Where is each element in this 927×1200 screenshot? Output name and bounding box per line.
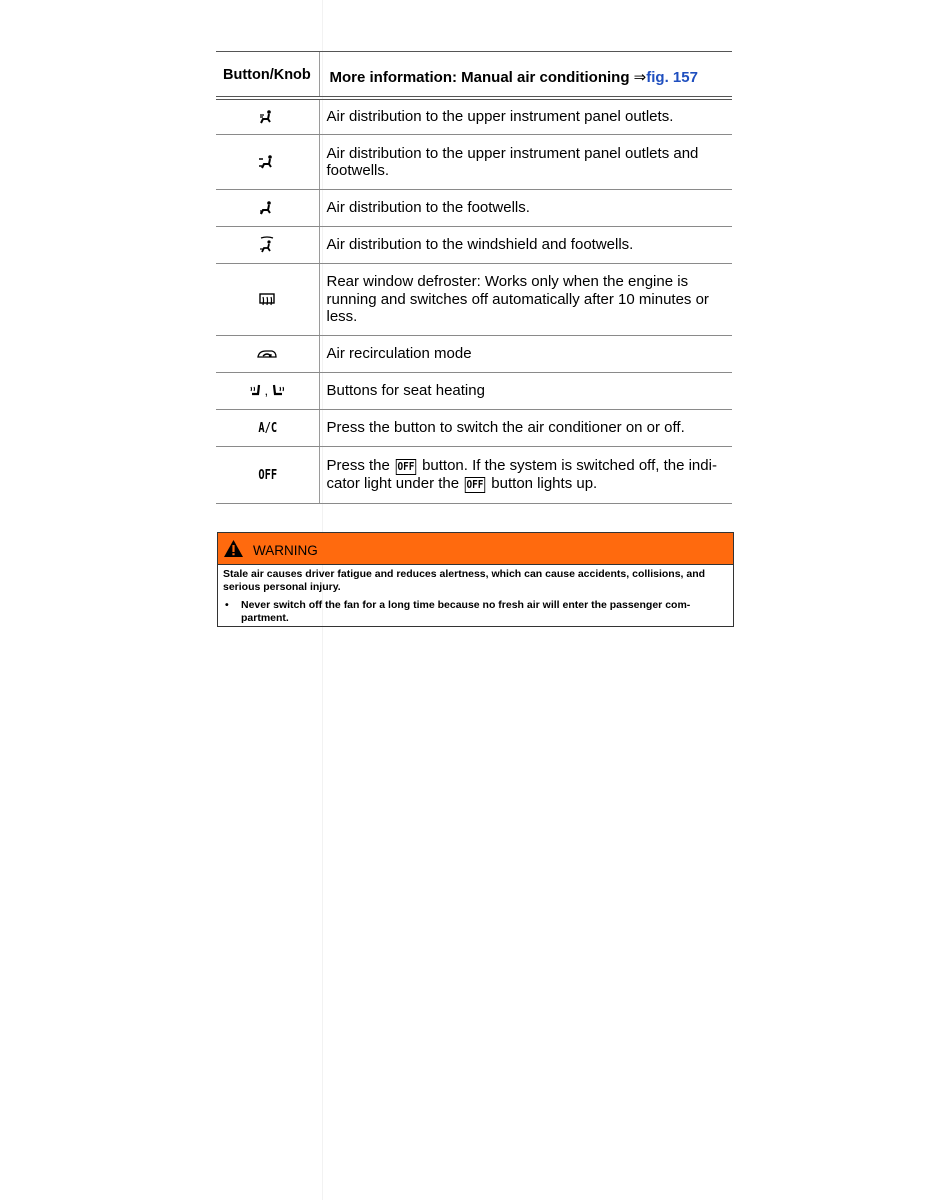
table-row bbox=[216, 447, 732, 504]
rear-window-defroster-icon bbox=[258, 292, 276, 308]
row-description: Press the OFF button. If the system is switched off, the indi-cator light under the OFF button lights up. bbox=[319, 447, 732, 504]
off-button-inline-icon: OFF bbox=[466, 478, 484, 491]
bullet-glyph: • bbox=[225, 599, 229, 611]
header-label: More information: Manual air conditioning bbox=[329, 68, 634, 86]
warning-header bbox=[218, 533, 733, 565]
warning-body bbox=[218, 565, 733, 625]
controls-table bbox=[216, 51, 732, 504]
warning-text: Stale air causes driver fatigue and reduces alertness, which can cause accidents, collisions, and serious personal injury. bbox=[223, 568, 706, 593]
row-description: Air recirculation mode bbox=[319, 336, 732, 373]
table-row bbox=[216, 336, 732, 373]
air-distribution-upper-footwell-icon bbox=[258, 153, 276, 171]
warning-title: WARNING bbox=[253, 543, 318, 558]
air-distribution-footwell-icon bbox=[258, 199, 276, 217]
row-description: Buttons for seat heating bbox=[319, 373, 732, 410]
seat-heating-right-icon bbox=[271, 383, 285, 399]
row-description: Air distribution to the footwells. bbox=[319, 190, 732, 227]
air-distribution-upper-icon bbox=[258, 108, 276, 126]
seat-heating-left-icon bbox=[249, 383, 263, 399]
row-description: Air distribution to the upper instrument panel outlets and footwells. bbox=[319, 135, 732, 190]
table-row bbox=[216, 135, 732, 190]
air-recirculation-icon bbox=[256, 347, 278, 361]
ac-button-icon: A/C bbox=[257, 420, 277, 436]
table-header-row bbox=[216, 52, 732, 98]
off-button-inline-icon: OFF bbox=[397, 460, 415, 473]
warning-bullet-item bbox=[223, 599, 727, 625]
table-row bbox=[216, 227, 732, 264]
warning-box bbox=[217, 532, 734, 627]
arrow-glyph: ⇒ bbox=[633, 68, 647, 86]
column-header-more-info bbox=[319, 52, 732, 98]
warning-triangle-icon bbox=[223, 539, 244, 558]
row-description: Rear window defroster: Works only when the engine is running and switches off automatically after 10 minutes or less. bbox=[319, 264, 732, 336]
air-distribution-windshield-footwell-icon bbox=[258, 236, 276, 254]
column-header-button-knob: Button/Knob bbox=[216, 52, 319, 98]
off-button-icon: OFF bbox=[257, 467, 277, 483]
icon-separator: , bbox=[264, 383, 269, 399]
table-row bbox=[216, 264, 732, 336]
table-row bbox=[216, 410, 732, 447]
table-row bbox=[216, 190, 732, 227]
row-description: Air distribution to the upper instrument panel outlets. bbox=[319, 98, 732, 135]
figure-reference-link[interactable]: fig. 157 bbox=[646, 68, 698, 86]
table-row bbox=[216, 98, 732, 135]
row-description: Press the button to switch the air conditioner on or off. bbox=[319, 410, 732, 447]
table-row bbox=[216, 373, 732, 410]
warning-bullet-text: Never switch off the fan for a long time because no fresh air will enter the passenger com-partment. bbox=[241, 599, 691, 624]
row-description: Air distribution to the windshield and footwells. bbox=[319, 227, 732, 264]
